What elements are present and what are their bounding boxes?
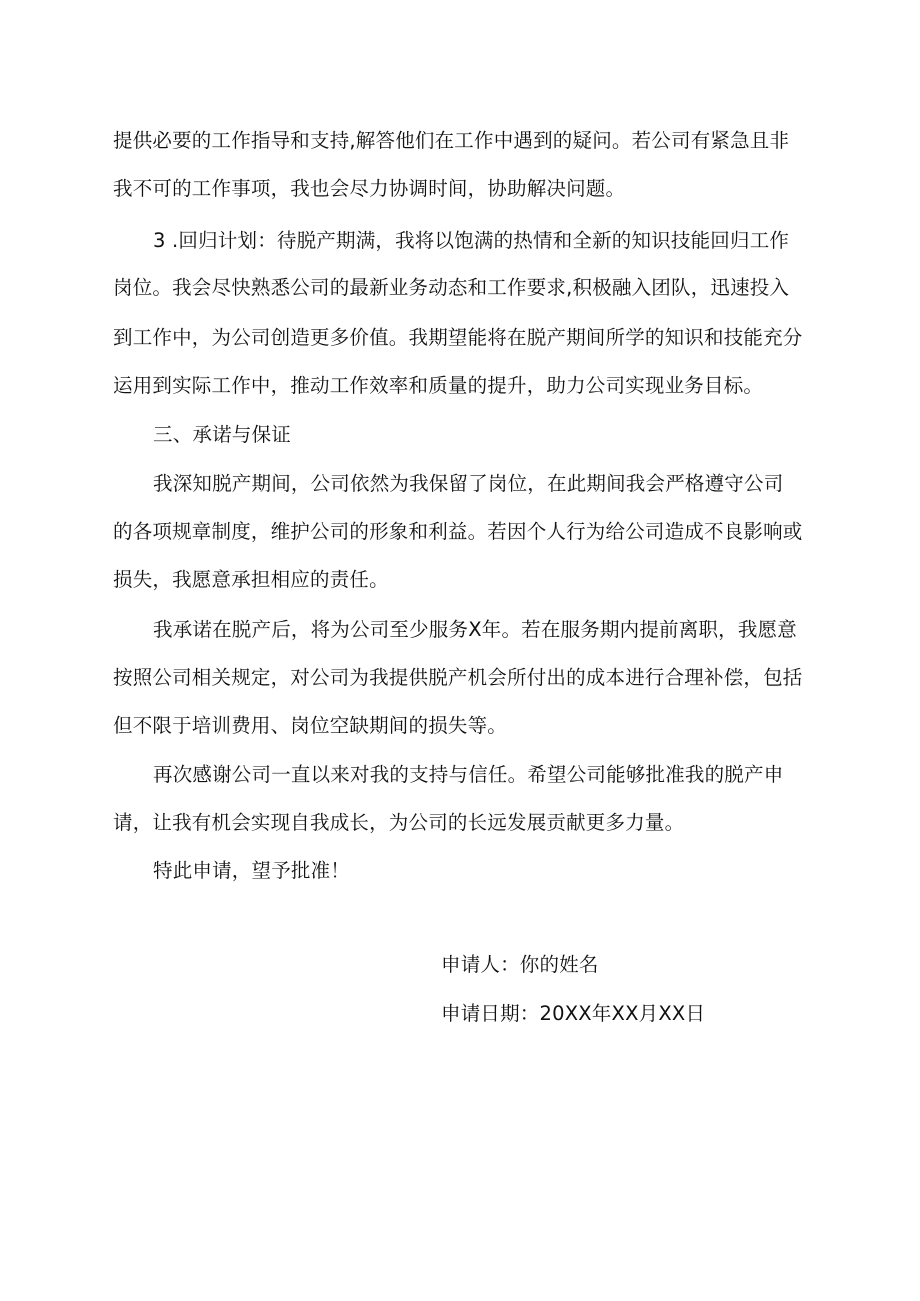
text-line: 但不限于培训费用、岗位空缺期间的损失等。 xyxy=(113,714,508,737)
application-date: 申请日期：20XX年XX月XX日 xyxy=(441,1002,706,1025)
text-line: 提供必要的工作指导和支持,解答他们在工作中遇到的疑问。若公司有紧急且非 xyxy=(113,129,790,152)
text-line: 的各项规章制度，维护公司的形象和利益。若因个人行为给公司造成不良影响或 xyxy=(113,520,803,543)
text-line: 请，让我有机会实现自我成长，为公司的长远发展贡献更多力量。 xyxy=(113,811,685,834)
text-line: 我承诺在脱产后，将为公司至少服务X年。若在服务期内提前离职，我愿意 xyxy=(153,618,797,641)
text-line: 到工作中，为公司创造更多价值。我期望能将在脱产期间所学的知识和技能充分 xyxy=(113,326,803,349)
section-heading: 三、承诺与保证 xyxy=(153,423,291,446)
applicant-name: 申请人：你的姓名 xyxy=(441,953,599,976)
closing-line: 特此申请，望予批准！ xyxy=(153,859,351,882)
text-line: 按照公司相关规定，对公司为我提供脱产机会所付出的成本进行合理补偿，包括 xyxy=(113,666,803,689)
text-line: 再次感谢公司一直以来对我的支持与信任。希望公司能够批准我的脱产申 xyxy=(153,763,784,786)
text-line: 损失，我愿意承担相应的责任。 xyxy=(113,568,389,591)
text-line: 我深知脱产期间，公司依然为我保留了岗位，在此期间我会严格遵守公司 xyxy=(153,472,784,495)
text-line: 岗位。我会尽快熟悉公司的最新业务动态和工作要求,积极融入团队，迅速投入 xyxy=(113,276,790,299)
text-line: 运用到实际工作中，推动工作效率和质量的提升，助力公司实现业务目标。 xyxy=(113,374,764,397)
text-line: 3 .回归计划：待脱产期满，我将以饱满的热情和全新的知识技能回归工作 xyxy=(153,229,790,252)
text-line: 我不可的工作事项，我也会尽力协调时间，协助解决问题。 xyxy=(113,177,626,200)
